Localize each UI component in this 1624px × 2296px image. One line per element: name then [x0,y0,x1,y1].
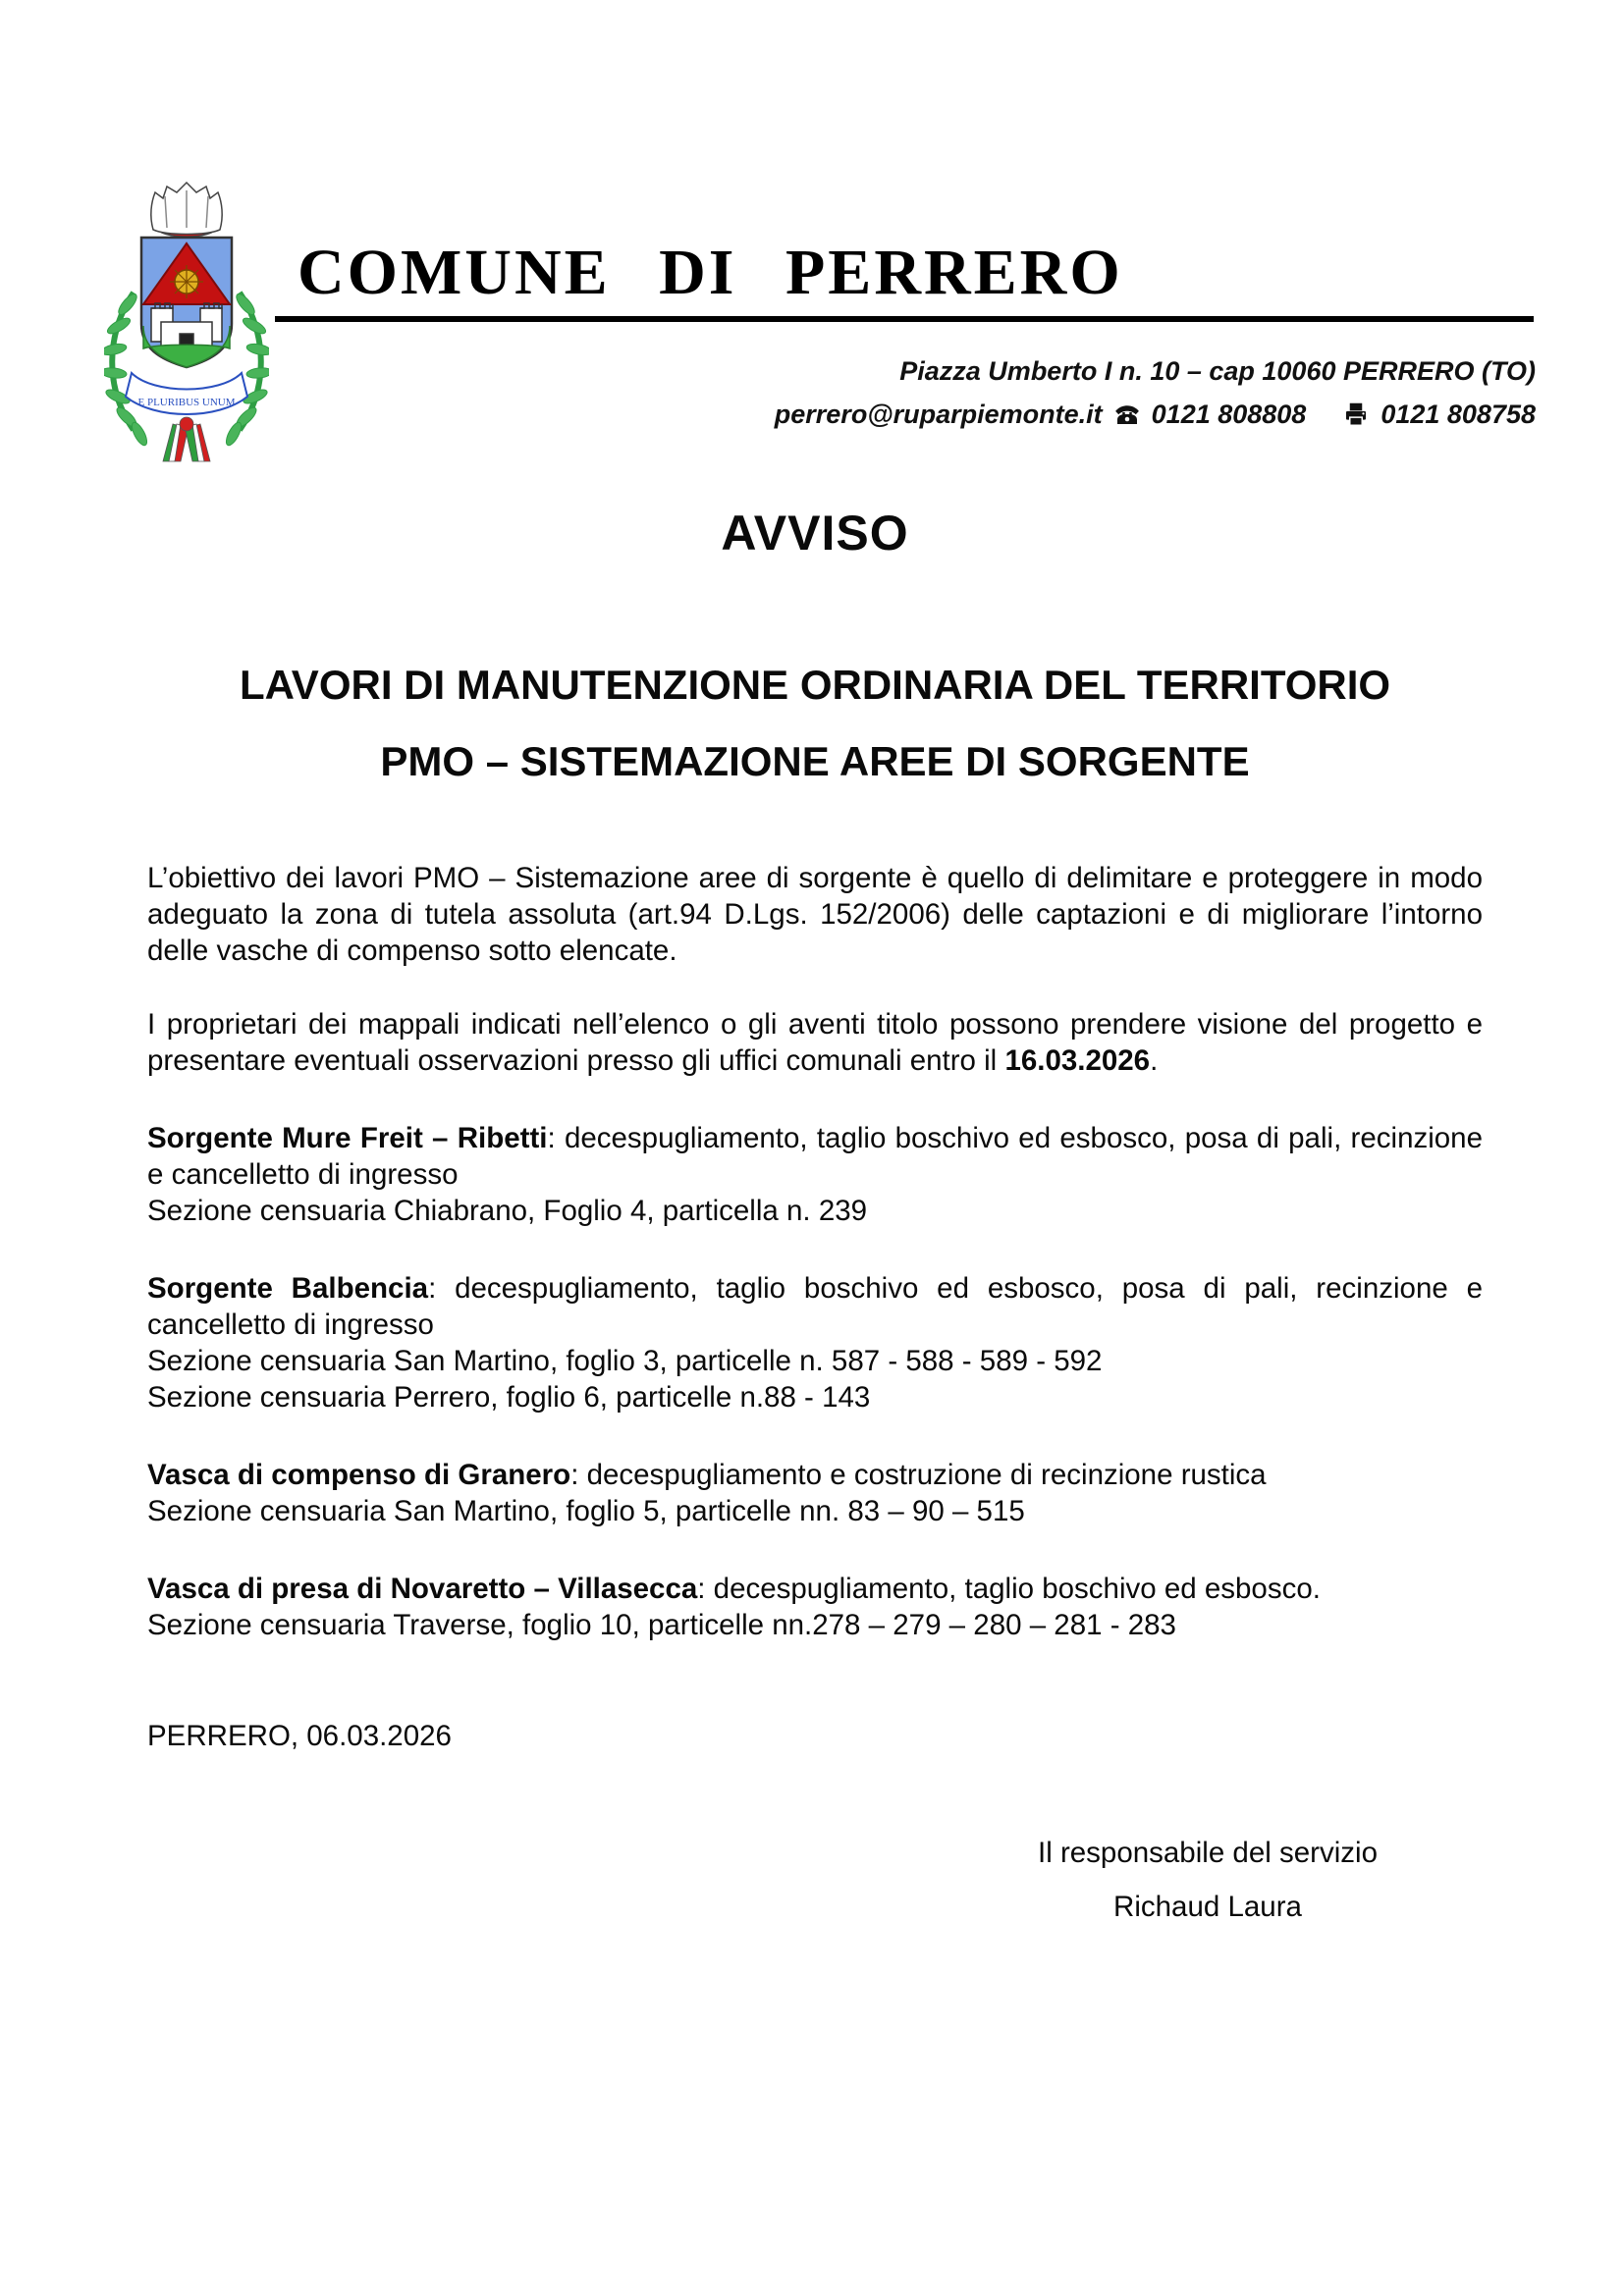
notice-subtitle-2: PMO – SISTEMAZIONE AREE DI SORGENTE [380,738,1250,784]
section-intro [147,1120,1483,1193]
section-title: Vasca di presa di Novaretto – Villasecca [147,1573,698,1605]
notice-title: AVVISO [721,506,909,561]
cadastral-line: Sezione censuaria San Martino, foglio 5, particelle nn. 83 – 90 – 515 [147,1495,1025,1527]
section-description: : decespugliamento e costruzione di recinzione rustica [570,1459,1267,1491]
cadastral-line: Sezione censuaria Perrero, foglio 6, particelle n.88 - 143 [147,1381,871,1414]
address-line: Piazza Umberto I n. 10 – cap 10060 PERRERO (TO) [899,356,1536,386]
section-description: : decespugliamento, taglio boschivo ed esbosco, posa di pali, recinzione e cancelletto di ingresso [147,1122,1483,1191]
section-vasca-granero [147,1457,1483,1529]
section-title: Vasca di compenso di Granero [147,1459,571,1491]
deadline-date: 16.03.2026 [1004,1044,1151,1077]
owners-paragraph-text: I proprietari dei mappali indicati nell’elenco o gli aventi titolo possono prendere visione del progetto e presentare eventuali osservazioni presso gli uffici comunali entro il [147,1008,1483,1077]
contact-line [775,393,1536,436]
objective-paragraph: L’obiettivo dei lavori PMO – Sistemazione aree di sorgente è quello di delimitare e proteggere in modo adeguato la zona di tutela assoluta (art.94 D.Lgs. 152/2006) delle captazioni e di migliorare l’intorno delle vasche di compenso sotto elencate. [147,862,1483,967]
shield [141,238,232,367]
fax-icon [1341,400,1371,429]
signature-block [933,1835,1483,1925]
section-intro [147,1571,1483,1607]
cadastral-line: Sezione censuaria San Martino, foglio 3, particelle n. 587 - 588 - 589 - 592 [147,1345,1103,1377]
header-rule [275,316,1534,322]
cadastral-line: Sezione censuaria Chiabrano, Foglio 4, particella n. 239 [147,1195,868,1227]
owners-paragraph-end: . [1150,1044,1159,1077]
mural-crown [151,183,222,237]
section-intro [147,1270,1483,1343]
signer-name: Richaud Laura [1113,1891,1302,1923]
section-description: : decespugliamento, taglio boschivo ed esbosco. [697,1573,1321,1605]
coat-of-arms-icon [104,177,269,471]
notice-subtitle-1: LAVORI DI MANUTENZIONE ORDINARIA DEL TERRITORIO [239,662,1391,708]
signer-role: Il responsabile del servizio [1038,1837,1378,1869]
telephone-icon [1112,400,1142,429]
email-text: perrero@ruparpiemonte.it [774,400,1103,429]
phone-number: 0121 808808 [1151,400,1307,429]
fax-number: 0121 808758 [1380,400,1536,429]
section-vasca-novaretto [147,1571,1483,1643]
header-address-block [775,349,1536,436]
notice-body [147,491,1483,1925]
motto-banner [126,373,247,414]
section-sorgente-mure-freit [147,1120,1483,1229]
sun [170,265,203,298]
section-intro [147,1457,1483,1493]
section-sorgente-balbencia [147,1270,1483,1415]
municipality-name: COMUNE DI PERRERO [298,237,1123,308]
motto-text: E PLURIBUS UNUM [137,397,236,408]
section-title: Sorgente Balbencia [147,1272,429,1305]
section-description: : decespugliamento, taglio boschivo ed esbosco, posa di pali, recinzione e cancelletto di ingresso [147,1272,1483,1341]
tricolor-ribbon [163,417,210,461]
cadastral-line: Sezione censuaria Traverse, foglio 10, particelle nn.278 – 279 – 280 – 281 - 283 [147,1609,1176,1641]
municipal-coat-of-arms [104,177,269,471]
place-and-date: PERRERO, 06.03.2026 [147,1720,452,1752]
owners-paragraph [147,1006,1483,1079]
section-title: Sorgente Mure Freit – Ribetti [147,1122,548,1154]
